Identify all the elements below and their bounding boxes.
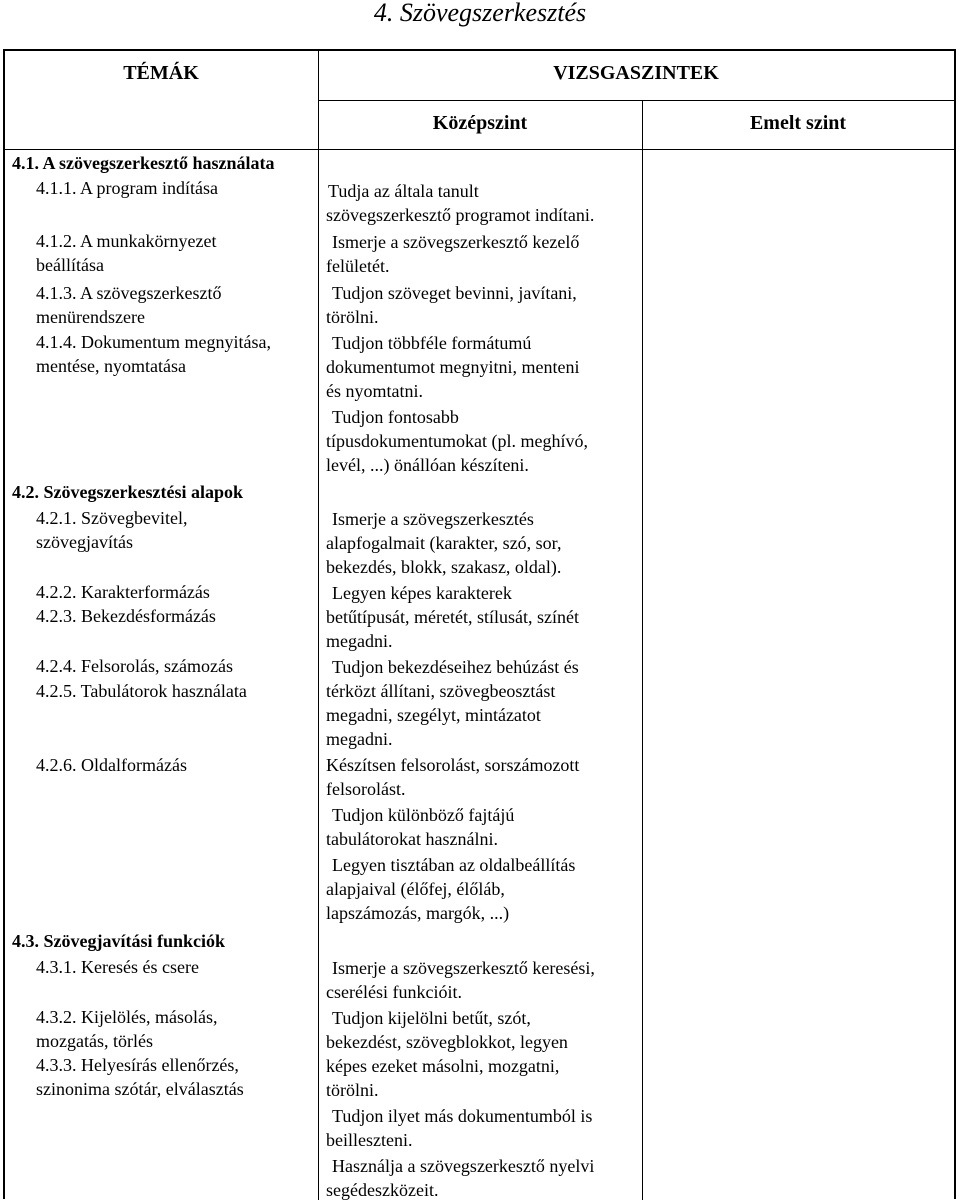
topic-item: 4.2.3. Bekezdésformázás [36, 606, 216, 626]
requirement-line: Tudjon többféle formátumú [332, 333, 532, 353]
requirement-line: Tudjon szöveget bevinni, javítani, [332, 283, 577, 303]
topics-header: TÉMÁK [123, 62, 199, 84]
requirement-line: megadni, szegélyt, mintázatot [326, 705, 541, 725]
requirement-line: Tudjon különböző fajtájú [332, 805, 515, 825]
requirement-line: bekezdés, blokk, szakasz, oldal). [326, 557, 562, 577]
requirement-line: bekezdést, szövegblokkot, legyen [326, 1032, 568, 1052]
requirement-line: és nyomtatni. [326, 381, 423, 401]
requirement-line: térközt állítani, szövegbeosztást [326, 681, 556, 701]
requirement-line: Tudjon fontosabb [332, 407, 459, 427]
requirement-line: alapfogalmait (karakter, szó, sor, [326, 533, 562, 553]
requirement-line: Ismerje a szövegszerkesztés [332, 509, 534, 529]
requirement-line: Legyen képes karakterek [332, 583, 512, 603]
page-title: 4. Szövegszerkesztés [373, 0, 587, 27]
requirement-line: felsorolást. [326, 779, 406, 799]
requirement-line: levél, ...) önállóan készíteni. [326, 455, 529, 475]
requirement-line: segédeszközeit. [326, 1180, 439, 1200]
requirement-line: képes ezeket másolni, mozgatni, [326, 1056, 560, 1076]
topic-item: 4.3.2. Kijelölés, másolás, [36, 1007, 218, 1027]
topic-item: mozgatás, törlés [36, 1031, 153, 1051]
requirement-line: törölni. [326, 1080, 379, 1100]
requirement-line: típusdokumentumokat (pl. meghívó, [326, 431, 588, 451]
requirement-line: Készítsen felsorolást, sorszámozott [326, 755, 580, 775]
requirement-line: megadni. [326, 729, 393, 749]
requirement-line: lapszámozás, margók, ...) [326, 903, 510, 923]
requirement-line: felületét. [326, 256, 390, 276]
topic-item: 4.1.1. A program indítása [36, 178, 218, 198]
topic-item: 4.2.6. Oldalformázás [36, 755, 187, 775]
requirement-line: beilleszteni. [326, 1130, 413, 1150]
requirement-line: Tudja az általa tanult [328, 181, 479, 201]
requirement-line: betűtípusát, méretét, stílusát, színét [326, 607, 579, 627]
topic-item: menürendszere [36, 307, 145, 327]
requirement-line: Tudjon ilyet más dokumentumból is [332, 1106, 593, 1126]
requirement-line: megadni. [326, 631, 393, 651]
exam-levels-header: VIZSGASZINTEK [553, 62, 719, 84]
requirement-line: Ismerje a szövegszerkesztő keresési, [332, 958, 595, 978]
header-rule [4, 149, 954, 150]
mid-level-header: Középszint [432, 112, 528, 134]
requirement-line: alapjaival (élőfej, élőláb, [326, 879, 505, 899]
topic-item: mentése, nyomtatása [36, 356, 186, 376]
requirement-line: Ismerje a szövegszerkesztő kezelő [332, 232, 580, 252]
requirement-line: törölni. [326, 307, 379, 327]
topic-item: 4.2.4. Felsorolás, számozás [36, 656, 233, 676]
requirement-line: szövegszerkesztő programot indítani. [326, 205, 595, 225]
topic-item: 4.2.1. Szövegbevitel, [36, 508, 188, 528]
topic-item: beállítása [36, 255, 104, 275]
requirement-line: Használja a szövegszerkesztő nyelvi [332, 1156, 595, 1176]
requirement-line: Legyen tisztában az oldalbeállítás [332, 855, 576, 875]
section-heading: 4.1. A szövegszerkesztő használata [12, 153, 275, 173]
requirement-line: Tudjon bekezdéseihez behúzást és [332, 657, 579, 677]
column-divider [642, 100, 643, 1200]
requirement-line: tabulátorokat használni. [326, 829, 498, 849]
topic-item: 4.1.3. A szövegszerkesztő [36, 283, 222, 303]
column-divider [318, 50, 319, 1200]
topic-item: szövegjavítás [36, 532, 133, 552]
topic-item: szinonima szótár, elválasztás [36, 1079, 244, 1099]
topic-item: 4.2.2. Karakterformázás [36, 582, 210, 602]
requirement-line: Tudjon kijelölni betűt, szót, [332, 1008, 531, 1028]
topic-item: 4.1.2. A munkakörnyezet [36, 231, 217, 251]
topic-item: 4.2.5. Tabulátorok használata [36, 681, 247, 701]
section-heading: 4.2. Szövegszerkesztési alapok [12, 482, 243, 502]
requirement-line: dokumentumot megnyitni, menteni [326, 357, 580, 377]
topic-item: 4.1.4. Dokumentum megnyitása, [36, 332, 271, 352]
topic-item: 4.3.3. Helyesírás ellenőrzés, [36, 1055, 239, 1075]
advanced-level-header: Emelt szint [749, 112, 847, 134]
topic-item: 4.3.1. Keresés és csere [36, 957, 199, 977]
requirement-line: cserélési funkcióit. [326, 982, 462, 1002]
header-rule [318, 100, 954, 101]
section-heading: 4.3. Szövegjavítási funkciók [12, 931, 226, 951]
